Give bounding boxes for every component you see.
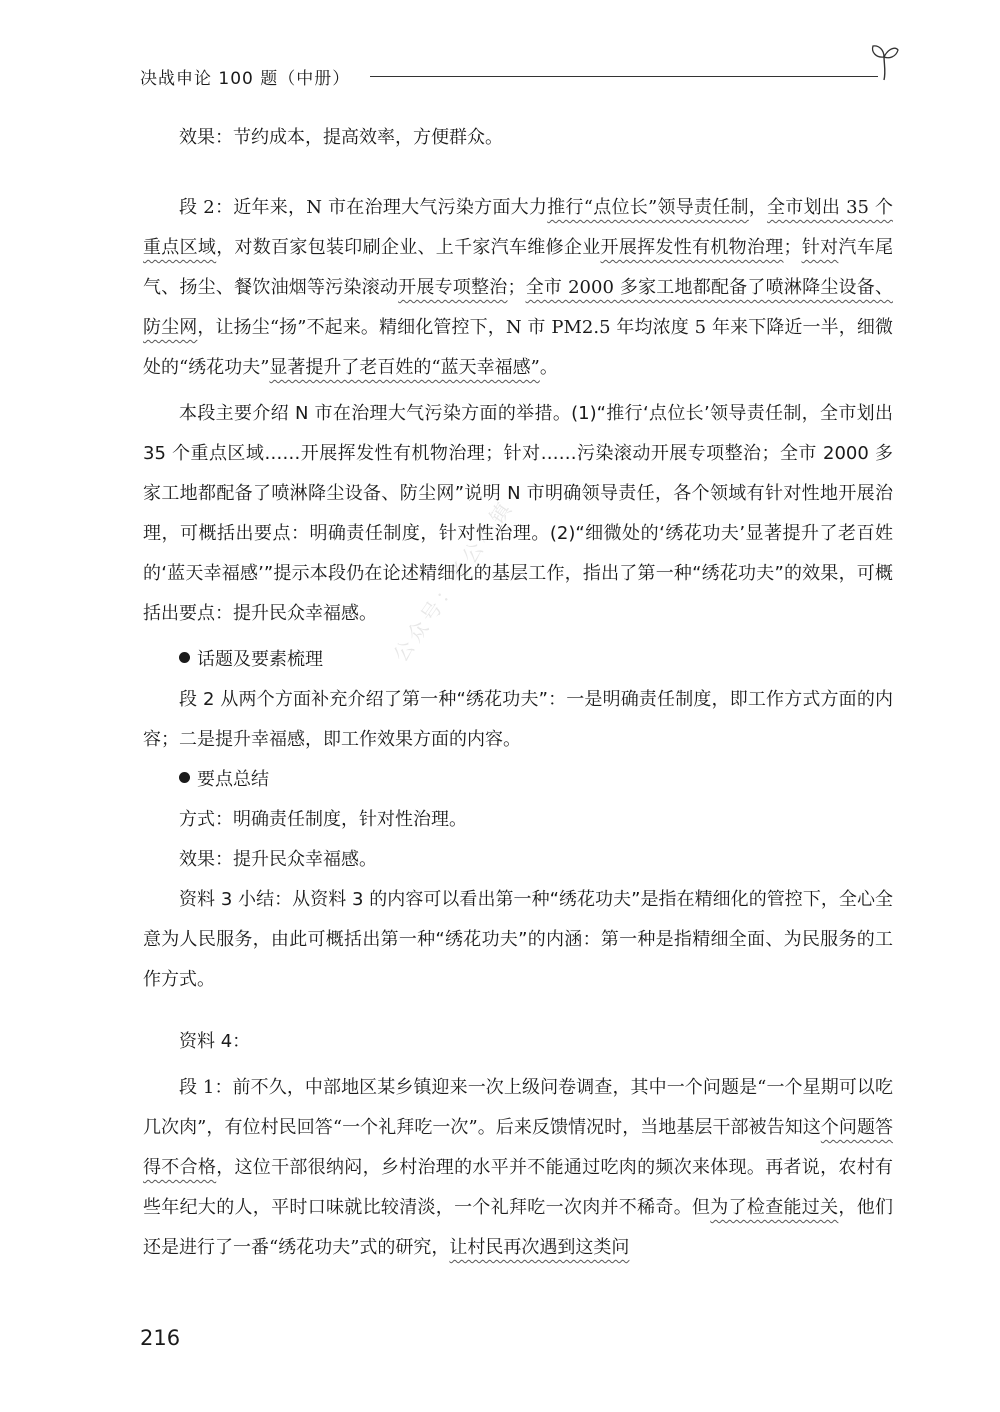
book-title: 决战申论 100 题（中册）: [140, 69, 351, 89]
summary-heading: 要点总结: [143, 760, 893, 800]
highlight-underline: 全市 2000 多家工地都配备了喷淋降尘设备、防尘网: [143, 277, 893, 338]
material-4-segment-1: 段 1：前不久，中部地区某乡镇迎来一次上级问卷调查，其中一个问题是“一个星期可以吃几次肉”，有位村民回答“一个礼拜吃一次”。后来反馈情况时，当地基层干部被告知这个问题答得不合格，这位干部很纳闷，乡村治理的水平并不能通过吃肉的频次来体现。再者说，农村有些年纪大的人，平时口味就比较清淡，一个礼拜吃一次肉并不稀奇。但为了检查能过关，他们还是进行了一番“绣花功夫”式的研究，让村民再次遇到这类问: [143, 1077, 894, 1258]
page-content: [143, 118, 893, 1268]
page-number: 216: [140, 1326, 181, 1350]
segment-label: 段 2：: [179, 197, 234, 218]
highlight-underline: 为了检查能过关: [710, 1197, 839, 1218]
analysis-paragraph: 本段主要介绍 N 市在治理大气污染方面的举措。(1)“推行‘点位长’领导责任制，全市划出 35 个重点区域……开展挥发性有机物治理；针对……污染滚动开展专项整治；全市 2000 多家工地都配备了喷淋降尘设备、防尘网”说明 N 市明确领导责任，各个领域有针对性地开展治理，可概括出要点：明确责任制度，针对性治理。(2)“细微处的‘绣花功夫’显著提升了老百姓的‘蓝天幸福感’”提示本段仍在论述精细化的基层工作，指出了第一种“绣花功夫”的效果，可概括出要点：提升民众幸福感。: [143, 403, 893, 624]
header-rule: [370, 76, 878, 77]
highlight-underline: 显著提升了老百姓的“蓝天幸福感”: [269, 357, 540, 378]
material-3-conclusion: 资料 3 小结：从资料 3 的内容可以看出第一种“绣花功夫”是指在精细化的管控下，全心全意为人民服务，由此可概括出第一种“绣花功夫”的内涵：第一种是指精细全面、为民服务的工作方式。: [143, 889, 893, 990]
highlight-underline: 开展专项整治: [398, 277, 508, 298]
sprout-icon: [870, 42, 900, 82]
highlight-underline: 推行“点位长”领导责任制: [547, 197, 749, 218]
bullet-icon: [179, 652, 190, 663]
running-header: [140, 60, 900, 96]
material-4-label: 资料 4：: [179, 1031, 251, 1052]
effect-line-top: 效果：节约成本，提高效率，方便群众。: [179, 127, 503, 148]
segment-2-paragraph: 段 2：近年来，N 市在治理大气污染方面大力推行“点位长”领导责任制，全市划出 35 个重点区域，对数百家包装印刷企业、上千家汽车维修企业开展挥发性有机物治理；针对汽车尾气、扬尘、餐饮油烟等污染滚动开展专项整治；全市 2000 多家工地都配备了喷淋降尘设备、防尘网，让扬尘“扬”不起来。精细化管控下，N 市 PM2.5 年均浓度 5 年来下降近一半，细微处的“绣花功夫”显著提升了老百姓的“蓝天幸福感”。: [143, 197, 894, 378]
topic-paragraph: 段 2 从两个方面补充介绍了第一种“绣花功夫”：一是明确责任制度，即工作方式方面的内容；二是提升幸福感，即工作效果方面的内容。: [143, 689, 893, 750]
summary-effect: 效果：提升民众幸福感。: [179, 849, 377, 870]
segment-label: 段 1：: [179, 1077, 233, 1098]
highlight-underline: 开展挥发性有机物治理: [600, 237, 784, 258]
watermark: 公众号：考公小镇: [388, 495, 519, 667]
summary-method: 方式：明确责任制度，针对性治理。: [179, 809, 467, 830]
highlight-underline: 全市划出 35 个重点区域: [143, 197, 893, 258]
bullet-icon: [179, 772, 190, 783]
topic-heading: 话题及要素梳理: [143, 640, 893, 680]
highlight-underline: 针对: [801, 237, 839, 258]
highlight-underline: 个问题答得不合格: [143, 1117, 893, 1178]
highlight-underline: 让村民再次遇到这类问: [449, 1237, 630, 1258]
